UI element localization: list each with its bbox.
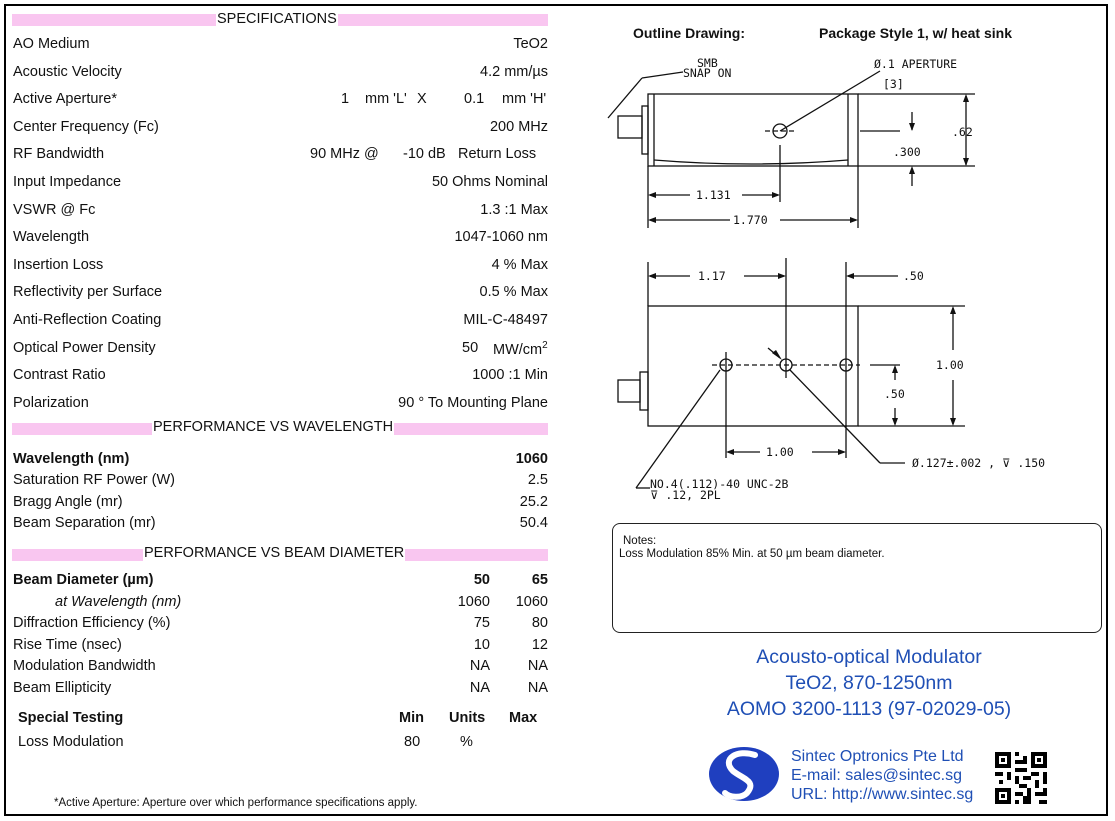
- perf-wavelength-value: 1060: [515, 451, 548, 467]
- package-style-label: Package Style 1, w/ heat sink: [819, 25, 1012, 41]
- spec-label: AO Medium: [13, 36, 90, 52]
- smb-snap-on-label: SNAP ON: [683, 66, 732, 80]
- spec-value: 4.2 mm/µs: [480, 63, 548, 80]
- company-email[interactable]: E-mail: sales@sintec.sg: [791, 767, 962, 784]
- notes-text: Loss Modulation 85% Min. at 50 µm beam diameter.: [619, 548, 885, 560]
- spec-label: Reflectivity per Surface: [13, 284, 163, 301]
- perf-beam-value-50: 75: [473, 615, 490, 632]
- special-units-header: Units: [449, 710, 486, 726]
- spec-label: Active Aperture*: [13, 91, 117, 108]
- perf-beam-value-65: NA: [527, 680, 548, 696]
- aperture-x: X: [417, 91, 427, 108]
- spec-value: 90 ° To Mounting Plane: [398, 394, 548, 411]
- aperture-height-unit: mm 'H': [502, 91, 547, 108]
- return-loss-value: -10 dB: [403, 146, 446, 163]
- smb-label: SMB: [697, 56, 718, 70]
- notes-box: [612, 523, 1102, 633]
- perf-beam-label: Diffraction Efficiency (%): [13, 615, 171, 632]
- perf-beam-label: Modulation Bandwidth: [13, 658, 156, 675]
- perf-wavelength-label: Saturation RF Power (W): [13, 472, 175, 489]
- loss-modulation-units: %: [460, 734, 473, 750]
- perf-beam-header: PERFORMANCE VS BEAM DIAMETER: [144, 545, 405, 561]
- perf-beam-label: Rise Time (nsec): [13, 636, 122, 653]
- perf-beam-value-50: 1060: [457, 593, 490, 610]
- product-part-number: AOMO 3200-1113 (97-02029-05): [726, 698, 1012, 720]
- perf-beam-value-65: 65: [531, 572, 548, 588]
- product-material: TeO2, 870-1250nm: [785, 672, 953, 694]
- company-name: Sintec Optronics Pte Ltd: [791, 748, 964, 765]
- spec-label: Contrast Ratio: [13, 367, 106, 384]
- sintec-logo-icon: [707, 745, 781, 803]
- dim-050-top: .50: [903, 269, 924, 283]
- spec-label: Center Frequency (Fc): [13, 118, 159, 135]
- spec-value: MIL-C-48497: [463, 312, 548, 328]
- spec-value: 1047-1060 nm: [454, 229, 548, 246]
- perf-beam-value-65: 80: [531, 615, 548, 632]
- company-url[interactable]: URL: http://www.sintec.sg: [791, 786, 974, 803]
- specifications-header: SPECIFICATIONS: [217, 11, 337, 27]
- perf-beam-label: Beam Diameter (µm): [13, 572, 154, 588]
- dim-0300: .300: [893, 145, 921, 159]
- power-density-value: 50: [462, 339, 479, 356]
- special-max-header: Max: [509, 710, 538, 726]
- dim-100-horizontal: 1.00: [766, 445, 794, 459]
- spec-label: Input Impedance: [13, 174, 122, 190]
- dim-062: .62: [952, 125, 973, 139]
- hole-spec: Ø.127±.002 , ⊽ .150: [912, 456, 1046, 470]
- perf-beam-value-50: 10: [473, 636, 490, 653]
- loss-modulation-label: Loss Modulation: [18, 734, 124, 750]
- perf-beam-value-65: NA: [527, 658, 548, 675]
- perf-wavelength-label: Beam Separation (mr): [13, 514, 156, 531]
- spec-label: Insertion Loss: [13, 256, 104, 273]
- rf-bandwidth-value: 90 MHz @: [310, 146, 379, 163]
- aperture-label: Ø.1 APERTURE: [874, 57, 958, 71]
- perf-wavelength-value: 2.5: [527, 472, 548, 489]
- perf-beam-value-65: 1060: [515, 593, 548, 610]
- dim-1770: 1.770: [733, 213, 768, 227]
- perf-wavelength-value: 50.4: [519, 514, 548, 531]
- footnote: *Active Aperture: Aperture over which performance specifications apply.: [54, 797, 418, 809]
- aperture-length-unit: mm 'L': [365, 91, 407, 108]
- perf-wavelength-header: PERFORMANCE VS WAVELENGTH: [153, 419, 394, 435]
- dim-050-side: .50: [884, 387, 905, 401]
- dim-1131: 1.131: [696, 188, 731, 202]
- perf-wavelength-label: Wavelength (nm): [13, 451, 130, 467]
- product-title: Acousto-optical Modulator: [756, 646, 982, 668]
- perf-beam-value-65: 12: [531, 636, 548, 653]
- aperture-length-value: 1: [341, 91, 350, 108]
- aperture-mm-label: [3]: [883, 77, 904, 91]
- power-density-exponent: 2: [542, 339, 548, 351]
- thread-spec: NO.4(.112)-40 UNC-2B: [650, 477, 789, 491]
- perf-wavelength-value: 25.2: [519, 493, 548, 510]
- spec-value: 50 Ohms Nominal: [431, 174, 548, 190]
- perf-beam-label: at Wavelength (nm): [55, 593, 182, 610]
- outline-drawing-label: Outline Drawing:: [633, 25, 745, 41]
- aperture-height-value: 0.1: [464, 91, 485, 108]
- dim-117: 1.17: [698, 269, 726, 283]
- perf-beam-value-50: NA: [469, 658, 490, 675]
- special-testing-header: Special Testing: [18, 710, 124, 726]
- spec-value: 200 MHz: [489, 118, 548, 135]
- notes-title: Notes:: [623, 535, 657, 547]
- perf-beam-value-50: NA: [469, 680, 490, 696]
- spec-value: 4 % Max: [491, 256, 548, 273]
- spec-label: Polarization: [13, 394, 89, 411]
- qr-code-icon: [995, 752, 1047, 804]
- perf-beam-value-50: 50: [473, 572, 490, 588]
- perf-wavelength-label: Bragg Angle (mr): [13, 493, 123, 510]
- spec-label: Acoustic Velocity: [13, 63, 122, 80]
- spec-label: VSWR @ Fc: [13, 201, 96, 218]
- spec-value: 0.5 % Max: [479, 284, 548, 301]
- spec-label: Optical Power Density: [13, 339, 156, 356]
- spec-value: 1.3 :1 Max: [480, 201, 548, 218]
- thread-depth-spec: ⊽ .12, 2PL: [650, 488, 721, 502]
- return-loss-label: Return Loss: [458, 146, 537, 163]
- spec-label: RF Bandwidth: [13, 146, 105, 163]
- power-density-unit: $MW/cm^2$: [493, 339, 548, 358]
- spec-label: Anti-Reflection Coating: [13, 312, 162, 328]
- spec-label: Wavelength: [13, 229, 90, 246]
- perf-beam-label: Beam Ellipticity: [13, 680, 112, 696]
- outline-drawing: [600, 50, 1100, 510]
- top-view-body: [648, 94, 858, 166]
- special-min-header: Min: [399, 710, 424, 726]
- spec-value: TeO2: [513, 36, 548, 52]
- loss-modulation-min: 80: [404, 734, 421, 750]
- spec-value: 1000 :1 Min: [472, 367, 548, 384]
- dim-100-vertical: 1.00: [936, 358, 964, 372]
